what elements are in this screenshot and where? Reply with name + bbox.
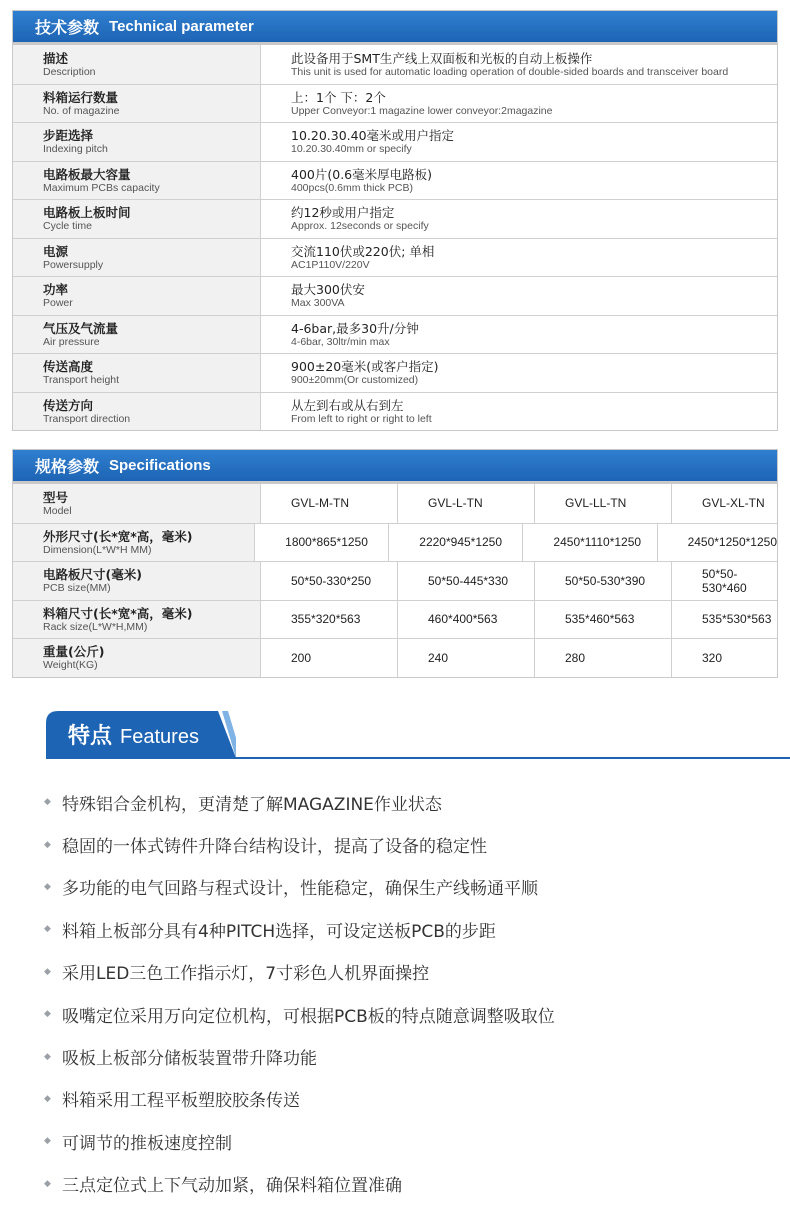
spec-label-zh: 外形尺寸(长*宽*高，毫米) bbox=[43, 528, 193, 544]
features-title-zh: 特点 bbox=[68, 724, 113, 749]
tech-value-zh: 400片(0.6毫米厚电路板) bbox=[291, 166, 432, 182]
tech-row bbox=[13, 199, 777, 238]
feature-item bbox=[44, 993, 784, 1035]
feature-item bbox=[44, 1120, 784, 1162]
tech-value-en: Approx. 12seconds or specify bbox=[291, 220, 429, 233]
feature-text: 料箱上板部分具有4种PITCH选择，可设定送板PCB的步距 bbox=[62, 921, 496, 942]
feature-text: 可调节的推板速度控制 bbox=[62, 1133, 232, 1154]
spec-label-zh: 重量(公斤) bbox=[43, 644, 105, 660]
tech-label-zh: 电路板最大容量 bbox=[43, 166, 131, 182]
tech-label-cell bbox=[13, 277, 261, 315]
spec-value-cell: 50*50-530*460 bbox=[702, 566, 747, 595]
spec-value-cell: 2450*1110*1250 bbox=[523, 524, 657, 562]
diamond-bullet-icon: ◆ bbox=[44, 1051, 51, 1062]
spec-label-zh: 料箱尺寸(长*宽*高，毫米) bbox=[43, 605, 193, 621]
tech-row bbox=[13, 45, 777, 84]
spec-value-cell: 240 bbox=[398, 639, 535, 677]
tech-value-cell bbox=[261, 123, 777, 161]
spec-value-cell: 460*400*563 bbox=[398, 601, 535, 639]
tech-label-zh: 电路板上板时间 bbox=[43, 205, 131, 221]
tech-label-en: Air pressure bbox=[43, 335, 100, 348]
spec-value-cell: 280 bbox=[535, 639, 672, 677]
tech-label-en: Powersupply bbox=[43, 258, 104, 271]
feature-item bbox=[44, 823, 784, 865]
spec-value-cell: 1800*865*1250 bbox=[255, 524, 389, 562]
tech-row bbox=[13, 238, 777, 277]
tech-value-cell bbox=[261, 316, 777, 354]
spec-value-cell: 200 bbox=[261, 639, 398, 677]
tech-row bbox=[13, 122, 777, 161]
tech-value-en: Upper Conveyor:1 magazine lower conveyor:2magazine bbox=[291, 104, 553, 117]
technical-parameter-table bbox=[13, 45, 777, 430]
diamond-bullet-icon: ◆ bbox=[44, 966, 51, 977]
tech-label-zh: 电源 bbox=[43, 243, 69, 259]
spec-value-cell: 535*460*563 bbox=[535, 601, 672, 639]
diamond-bullet-icon: ◆ bbox=[44, 797, 51, 808]
tech-value-zh: 900±20毫米(或客户指定) bbox=[291, 359, 439, 375]
tech-label-cell bbox=[13, 123, 261, 161]
tech-row bbox=[13, 84, 777, 123]
feature-text: 吸嘴定位采用万向定位机构，可根据PCB板的特点随意调整吸取位 bbox=[62, 1006, 555, 1027]
tech-label-cell bbox=[13, 200, 261, 238]
features-divider bbox=[46, 757, 790, 759]
spec-value-cell: 50*50-330*250 bbox=[261, 562, 398, 600]
tech-value-zh: 上：1个 下：2个 bbox=[291, 89, 386, 105]
spec-value-cell: GVL-XL-TN bbox=[702, 496, 765, 511]
tech-value-en: From left to right or right to left bbox=[291, 412, 432, 425]
diamond-bullet-icon: ◆ bbox=[44, 924, 51, 935]
tech-label-zh: 功率 bbox=[43, 282, 69, 298]
tech-value-zh: 从左到右或从右到左 bbox=[291, 397, 404, 413]
tech-label-en: Maximum PCBs capacity bbox=[43, 181, 160, 194]
spec-label-en: Model bbox=[43, 504, 72, 517]
spec-label-en: Dimension(L*W*H MM) bbox=[43, 543, 152, 556]
tech-row bbox=[13, 161, 777, 200]
tech-label-zh: 传送方向 bbox=[43, 397, 94, 413]
features-list bbox=[44, 781, 784, 1205]
spec-value-cell: 535*530*563 bbox=[702, 612, 772, 627]
tech-value-cell bbox=[261, 354, 777, 392]
spec-value-cell: 320 bbox=[702, 650, 723, 665]
tech-value-en: 4-6bar, 30ltr/min max bbox=[291, 335, 390, 348]
spec-title-zh: 规格参数 bbox=[35, 457, 100, 476]
tech-value-cell bbox=[261, 85, 777, 123]
spec-value-cell: 2450*1250*1250 bbox=[687, 535, 777, 550]
feature-item bbox=[44, 781, 784, 823]
tech-value-zh: 4-6bar,最多30升/分钟 bbox=[291, 320, 419, 336]
tech-value-zh: 最大300伏安 bbox=[291, 282, 365, 298]
diamond-bullet-icon: ◆ bbox=[44, 1009, 51, 1020]
tech-value-cell bbox=[261, 162, 777, 200]
tech-label-cell bbox=[13, 45, 261, 84]
tech-label-cell bbox=[13, 239, 261, 277]
spec-row bbox=[13, 523, 777, 562]
tech-label-zh: 描述 bbox=[43, 50, 69, 66]
spec-label-cell bbox=[13, 484, 261, 523]
feature-text: 吸板上板部分储板装置带升降功能 bbox=[62, 1049, 317, 1070]
tech-label-zh: 料箱运行数量 bbox=[43, 89, 119, 105]
spec-value-cell: 2220*945*1250 bbox=[389, 524, 523, 562]
spec-row bbox=[13, 484, 777, 523]
tech-value-zh: 约12秒或用户指定 bbox=[291, 205, 395, 221]
tech-value-en: Max 300VA bbox=[291, 297, 345, 310]
diamond-bullet-icon: ◆ bbox=[44, 1093, 51, 1104]
tech-row bbox=[13, 276, 777, 315]
spec-value-cell: GVL-LL-TN bbox=[535, 484, 672, 523]
tech-label-zh: 步距选择 bbox=[43, 128, 94, 144]
diamond-bullet-icon: ◆ bbox=[44, 1178, 51, 1189]
tech-row bbox=[13, 392, 777, 431]
tech-value-zh: 交流110伏或220伏; 单相 bbox=[291, 243, 435, 259]
tech-value-en: This unit is used for automatic loading operation of double-sided boards and transceiver board bbox=[291, 65, 729, 78]
tech-label-cell bbox=[13, 85, 261, 123]
tech-value-cell bbox=[261, 277, 777, 315]
tech-value-en: AC1P110V/220V bbox=[291, 258, 370, 271]
spec-row bbox=[13, 561, 777, 600]
diamond-bullet-icon: ◆ bbox=[44, 1136, 51, 1147]
tech-label-cell bbox=[13, 316, 261, 354]
tech-label-cell bbox=[13, 354, 261, 392]
tech-value-cell bbox=[261, 45, 777, 84]
tech-label-zh: 传送高度 bbox=[43, 359, 94, 375]
spec-row bbox=[13, 638, 777, 677]
spec-value-cell: 355*320*563 bbox=[261, 601, 398, 639]
tech-label-en: Indexing pitch bbox=[43, 143, 108, 156]
tech-title-en: Technical parameter bbox=[109, 18, 254, 35]
feature-item bbox=[44, 1035, 784, 1077]
feature-item bbox=[44, 951, 784, 993]
tech-row bbox=[13, 353, 777, 392]
spec-title-en: Specifications bbox=[109, 457, 211, 474]
tech-label-cell bbox=[13, 393, 261, 431]
spec-label-cell bbox=[13, 601, 261, 639]
feature-item bbox=[44, 1078, 784, 1120]
spec-row bbox=[13, 600, 777, 639]
spec-label-en: Rack size(L*W*H,MM) bbox=[43, 620, 148, 633]
feature-text: 特殊铝合金机构，更清楚了解MAGAZINE作业状态 bbox=[62, 794, 442, 815]
spec-label-zh: 型号 bbox=[43, 489, 69, 505]
tech-value-cell bbox=[261, 200, 777, 238]
tech-label-en: Description bbox=[43, 65, 96, 78]
specifications-header bbox=[13, 450, 777, 484]
tech-title-zh: 技术参数 bbox=[35, 18, 100, 37]
tech-row bbox=[13, 315, 777, 354]
tech-label-en: No. of magazine bbox=[43, 104, 120, 117]
tech-label-en: Transport height bbox=[43, 374, 120, 387]
diamond-bullet-icon: ◆ bbox=[44, 839, 51, 850]
tech-value-en: 10.20.30.40mm or specify bbox=[291, 143, 412, 156]
spec-value-cell: GVL-L-TN bbox=[398, 484, 535, 523]
spec-label-zh: 电路板尺寸(毫米) bbox=[43, 567, 142, 583]
spec-value-cell: GVL-M-TN bbox=[261, 484, 398, 523]
spec-label-cell bbox=[13, 639, 261, 677]
spec-label-en: PCB size(MM) bbox=[43, 582, 111, 595]
feature-item bbox=[44, 866, 784, 908]
tech-value-cell bbox=[261, 239, 777, 277]
feature-text: 三点定位式上下气动加紧，确保料箱位置准确 bbox=[62, 1176, 402, 1197]
spec-value-cell: 50*50-445*330 bbox=[398, 562, 535, 600]
tech-label-en: Power bbox=[43, 297, 73, 310]
tech-label-en: Transport direction bbox=[43, 412, 131, 425]
feature-text: 料箱采用工程平板塑胶胶条传送 bbox=[62, 1091, 300, 1112]
diamond-bullet-icon: ◆ bbox=[44, 881, 51, 892]
feature-text: 采用LED三色工作指示灯，7寸彩色人机界面操控 bbox=[62, 964, 430, 985]
spec-value-cell: 50*50-530*390 bbox=[535, 562, 672, 600]
feature-item bbox=[44, 908, 784, 950]
tech-value-en: 900±20mm(Or customized) bbox=[291, 374, 419, 387]
tech-value-cell bbox=[261, 393, 777, 431]
feature-text: 稳固的一体式铸件升降台结构设计，提高了设备的稳定性 bbox=[62, 837, 487, 858]
technical-parameter-header bbox=[13, 11, 777, 45]
tech-label-en: Cycle time bbox=[43, 220, 93, 233]
tech-label-cell bbox=[13, 162, 261, 200]
features-title-en: Features bbox=[120, 726, 199, 748]
spec-label-en: Weight(KG) bbox=[43, 659, 98, 672]
specifications-panel bbox=[12, 449, 778, 678]
tech-value-zh: 此设备用于SMT生产线上双面板和光板的自动上板操作 bbox=[291, 50, 593, 66]
tech-value-zh: 10.20.30.40毫米或用户指定 bbox=[291, 128, 455, 144]
specifications-table bbox=[13, 484, 777, 677]
feature-item bbox=[44, 1163, 784, 1205]
tech-label-zh: 气压及气流量 bbox=[43, 320, 119, 336]
feature-text: 多功能的电气回路与程式设计，性能稳定，确保生产线畅通平顺 bbox=[62, 879, 538, 900]
spec-label-cell bbox=[13, 562, 261, 600]
features-heading bbox=[46, 711, 236, 758]
spec-label-cell bbox=[13, 524, 255, 562]
tech-value-en: 400pcs(0.6mm thick PCB) bbox=[291, 181, 413, 194]
technical-parameter-panel bbox=[12, 10, 778, 431]
